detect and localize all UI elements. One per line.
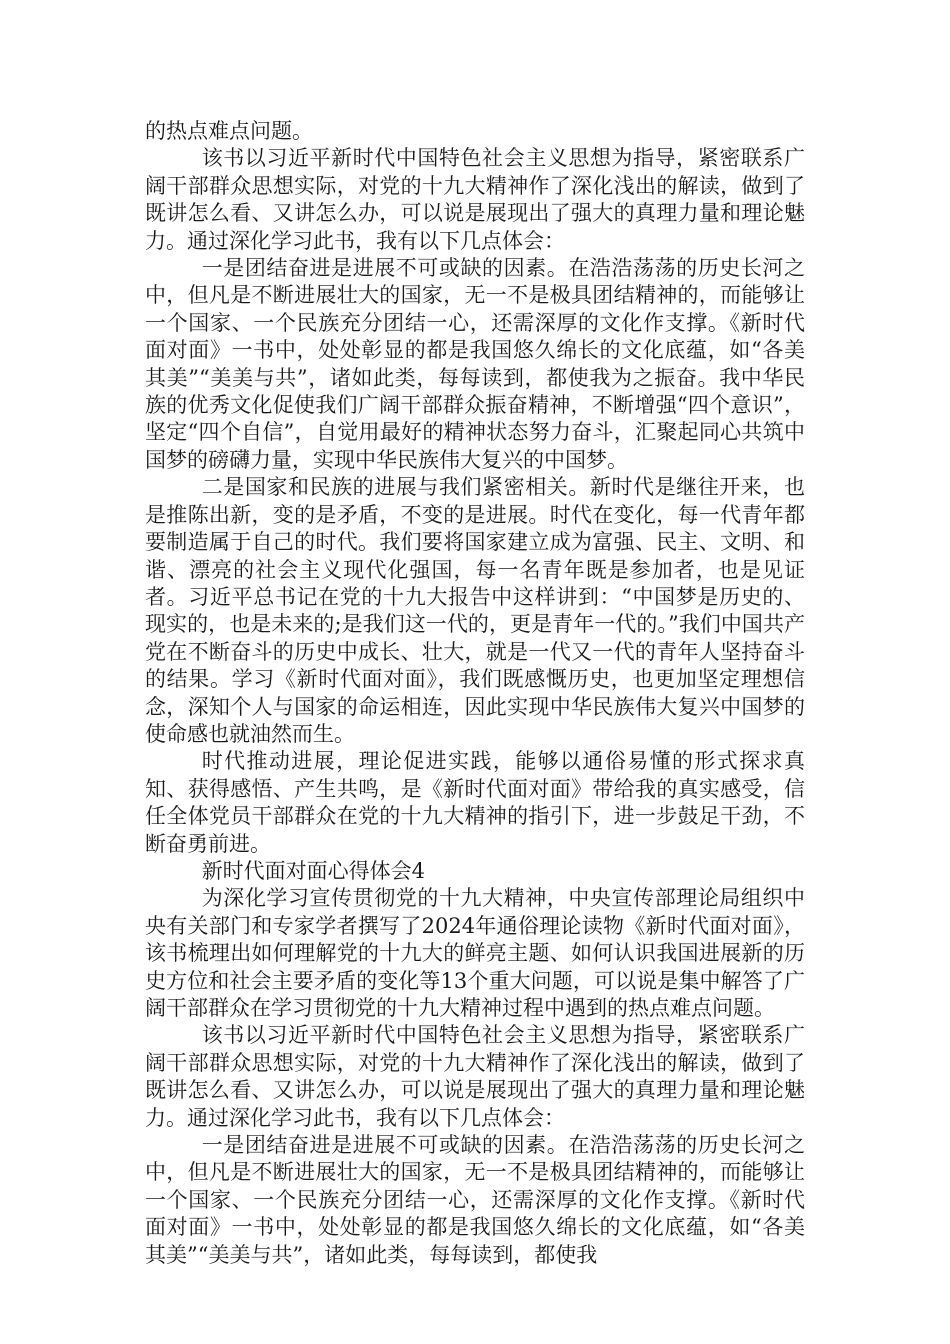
paragraph-section-point-one: 一是团结奋进是进展不可或缺的因素。在浩浩荡荡的历史长河之中，但凡是不断进展壮大的国家，无一不是极具团结精神的，而能够让一个国家、一个民族充分团结一心，还需深厚的文化作支撑。《新时代面对面》一书中，处处彰显的都是我国悠久绵长的文化底蕴，如“各美其美”“美美与共”，诸如此类，每每读到，都使我: [145, 1133, 805, 1267]
paragraph-section-guide: 该书以习近平新时代中国特色社会主义思想为指导，紧密联系广阔干部群众思想实际，对党的十九大精神作了深化浅出的解读，做到了既讲怎么看、又讲怎么办，可以说是展现出了强大的真理力量和理论魅力。通过深化学习此书，我有以下几点体会：: [145, 1023, 805, 1130]
paragraph-continuation: 的热点难点问题。: [145, 119, 313, 143]
paragraph-section-intro: 为深化学习宣传贯彻党的十九大精神，中央宣传部理论局组织中央有关部门和专家学者撰写了2024年通俗理论读物《新时代面对面》，该书梳理出如何理解党的十九大的鲜亮主题、如何认识我国进展新的历史方位和社会主要矛盾的变化等13个重大问题，可以说是集中解答了广阔干部群众在学习贯彻党的十九大精神过程中遇到的热点难点问题。: [145, 886, 805, 1020]
paragraph-point-one: 一是团结奋进是进展不可或缺的因素。在浩浩荡荡的历史长河之中，但凡是不断进展壮大的国家，无一不是极具团结精神的，而能够让一个国家、一个民族充分团结一心，还需深厚的文化作支撑。《新时代面对面》一书中，处处彰显的都是我国悠久绵长的文化底蕴，如“各美其美”“美美与共”，诸如此类，每每读到，都使我为之振奋。我中华民族的优秀文化促使我们广阔干部群众振奋精神，不断增强“四个意识”，坚定“四个自信”，自觉用最好的精神状态努力奋斗，汇聚起同心共筑中国梦的磅礴力量，实现中华民族伟大复兴的中国梦。: [145, 256, 805, 472]
paragraph-intro: 该书以习近平新时代中国特色社会主义思想为指导，紧密联系广阔干部群众思想实际，对党的十九大精神作了深化浅出的解读，做到了既讲怎么看、又讲怎么办，可以说是展现出了强大的真理力量和理论魅力。通过深化学习此书，我有以下几点体会：: [145, 146, 805, 253]
paragraph-point-two: 二是国家和民族的进展与我们紧密相关。新时代是继往开来，也是推陈出新，变的是矛盾，不变的是进展。时代在变化，每一代青年都要制造属于自己的时代。我们要将国家建立成为富强、民主、文明、和谐、漂亮的社会主义现代化强国，每一名青年既是参加者，也是见证者。习近平总书记在党的十九大报告中这样讲到：“中国梦是历史的、现实的，也是未来的;是我们这一代的，更是青年一代的。”我们中国共产党在不断奋斗的历史中成长、壮大，就是一代又一代的青年人坚持奋斗的结果。学习《新时代面对面》，我们既感慨历史，也更加坚定理想信念，深知个人与国家的命运相连，因此实现中华民族伟大复兴中国梦的使命感也就油然而生。: [145, 475, 805, 746]
section-heading: 新时代面对面心得体会4: [201, 858, 426, 883]
document-page: [145, 118, 805, 1269]
paragraph-conclusion: 时代推动进展，理论促进实践，能够以通俗易懂的形式探求真知、获得感悟、产生共鸣，是《新时代面对面》带给我的真实感受，信任全体党员干部群众在党的十九大精神的指引下，进一步鼓足干劲，不断奋勇前进。: [145, 749, 805, 856]
